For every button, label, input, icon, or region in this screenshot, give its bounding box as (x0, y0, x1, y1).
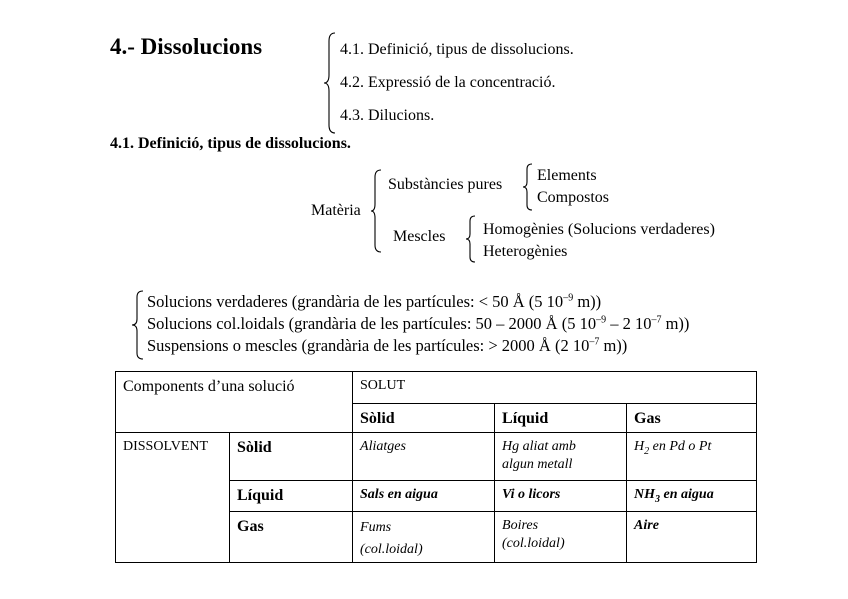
solvent-row-gas: Gas (230, 512, 353, 563)
solute-header: SOLUT (353, 372, 757, 404)
components-table (115, 371, 757, 563)
cell-liquid-solid: Sals en aigua (353, 481, 495, 512)
page-title: 4.- Dissolucions (110, 34, 263, 59)
mixture-item-heterogeneous: Heterogènies (483, 243, 568, 260)
solution-type-true: Solucions verdaderes (grandària de les partícules: < 50 Å (5 $10^{-9}$ m)) (147, 292, 602, 311)
solution-type-colloidal: Solucions col.loidals (grandària de les partícules: 50 – 2000 Å (5 $10^{-9} - 2$ $10^{-7}$ m)) (147, 314, 690, 333)
solution-types-brace (131, 291, 145, 359)
table-corner-label: Components d’una solució (116, 372, 353, 433)
solute-col-solid: Sòlid (353, 404, 495, 433)
pure-substances-label: Substàncies pures (388, 176, 503, 193)
cell-liquid-gas: $NH_3$ en aigua (627, 481, 757, 512)
mixtures-label: Mescles (393, 228, 446, 245)
toc-item-2: 4.2. Expressió de la concentració. (340, 74, 556, 91)
mixture-item-homogeneous: Homogènies (Solucions verdaderes) (483, 221, 715, 238)
solvent-row-solid: Sòlid (230, 433, 353, 481)
solute-col-gas: Gas (627, 404, 757, 433)
pure-item-compounds: Compostos (537, 189, 610, 206)
solute-col-liquid: Líquid (495, 404, 627, 433)
cell-gas-gas: Aire (627, 512, 757, 563)
cell-liquid-liquid: Vi o licors (495, 481, 627, 512)
toc-item-3: 4.3. Dilucions. (340, 107, 435, 124)
pure-brace (522, 164, 534, 210)
cell-gas-liquid: Boires (col.loidal) (495, 512, 627, 563)
solvent-header: DISSOLVENT (116, 433, 230, 563)
solution-type-suspension: Suspensions o mescles (grandària de les partícules: > 2000 Å (2 $10^{-7}$ m)) (147, 336, 628, 355)
toc-brace (323, 33, 339, 133)
matter-brace (370, 170, 384, 252)
toc-item-1: 4.1. Definició, tipus de dissolucions. (340, 41, 574, 58)
mixtures-brace (465, 216, 477, 262)
cell-solid-liquid: Hg aliat amb algun metall (495, 433, 627, 481)
section-heading: 4.1. Definició, tipus de dissolucions. (110, 135, 351, 152)
cell-gas-solid: Fums (col.loidal) (353, 512, 495, 563)
solvent-row-liquid: Líquid (230, 481, 353, 512)
cell-solid-solid: Aliatges (353, 433, 495, 481)
matter-label: Matèria (311, 202, 361, 219)
cell-solid-gas: $H_2$ en Pd o Pt (627, 433, 757, 481)
pure-item-elements: Elements (537, 167, 597, 184)
